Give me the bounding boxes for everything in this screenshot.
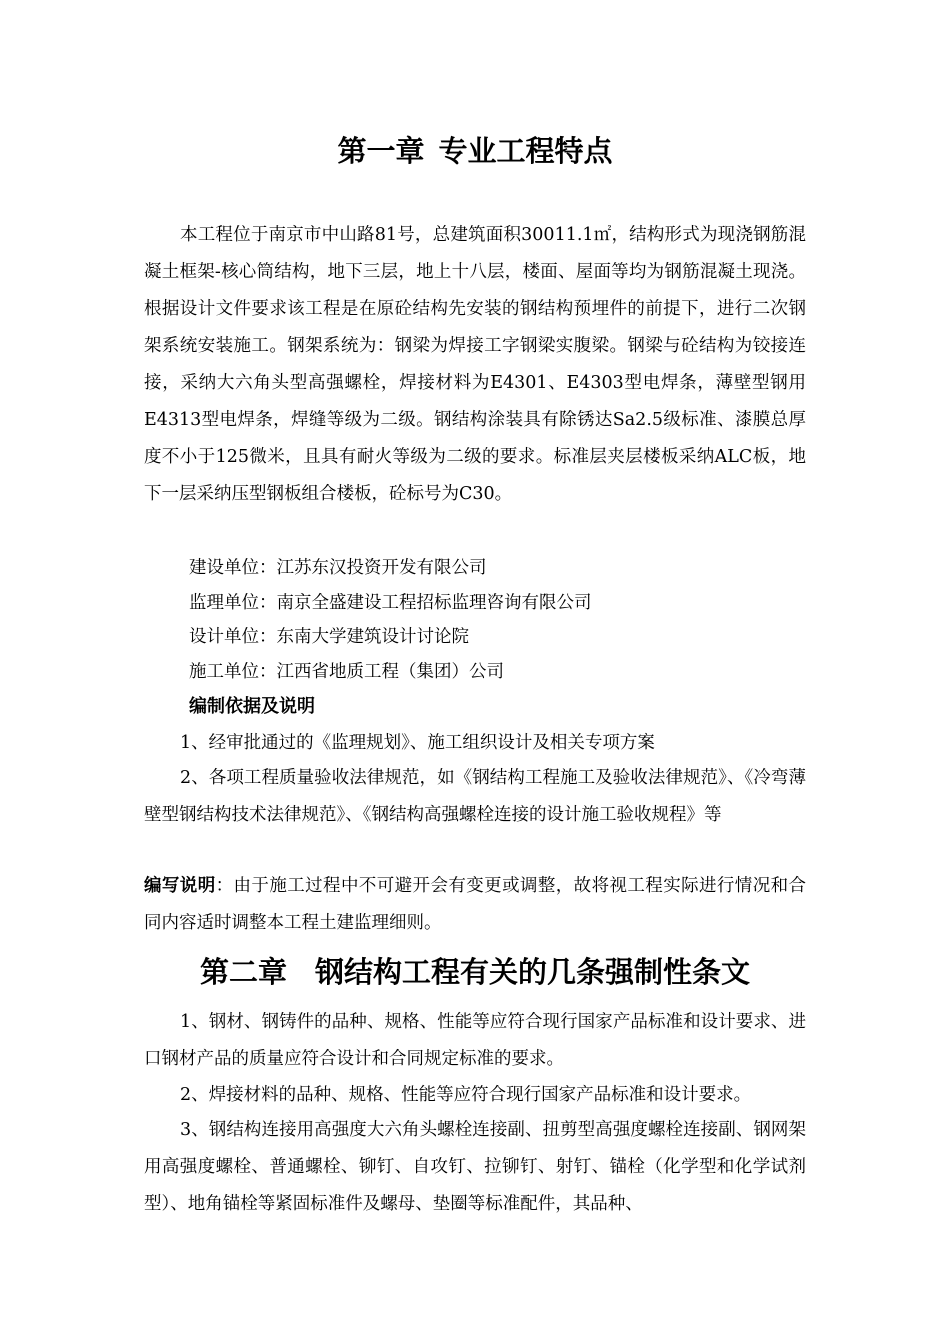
note-text: ：由于施工过程中不可避开会有变更或调整，故将视工程实际进行情况和合同内容适时调整本工程土建监理细则。 (144, 876, 807, 933)
chapter-2-heading (0, 951, 950, 993)
basis-item: 1、经审批通过的《监理规划》、施工组织设计及相关专项方案 (180, 733, 655, 753)
chapter-1-heading (0, 131, 950, 171)
chapter-2-title: 钢结构工程有关的几条强制性条文 (315, 955, 751, 989)
design-unit: 设计单位：东南大学建筑设计讨论院 (189, 627, 469, 647)
note-label: 编写说明 (144, 876, 216, 896)
construction-unit: 建设单位：江苏东汉投资开发有限公司 (189, 558, 487, 578)
project-overview-paragraph: 本工程位于南京市中山路81号，总建筑面积30011.1㎡，结构形式为现浇钢筋混凝土框架-核心筒结构，地下三层，地上十八层，楼面、屋面等均为钢筋混凝土现浇。根据设计文件要求该工程是在原砼结构先安装的钢结构预埋件的前提下，进行二次钢架系统安装施工。钢架系统为：钢梁为焊接工字钢梁实腹梁。钢梁与砼结构为铰接连接，采纳大六角头型高强螺栓，焊接材料为E4301、E4303型电焊条，薄壁型钢用E4313型电焊条，焊缝等级为二级。钢结构涂装具有除锈达Sa2.5级标准、漆膜总厚度不小于125微米，且具有耐火等级为二级的要求。标准层夹层楼板采纳ALC板，地下一层采纳压型钢板组合楼板，砼标号为C30。 (144, 225, 806, 504)
mandatory-article: 3、钢结构连接用高强度大六角头螺栓连接副、扭剪型高强度螺栓连接副、钢网架用高强度螺栓、普通螺栓、铆钉、自攻钉、拉铆钉、射钉、锚栓（化学型和化学试剂型）、地角锚栓等紧固标准件及螺母、垫圈等标准配件，其品种、 (144, 1120, 806, 1214)
chapter-1-label: 第一章 (337, 134, 425, 168)
mandatory-article: 1、钢材、钢铸件的品种、规格、性能等应符合现行国家产品标准和设计要求、进口钢材产品的质量应符合设计和合同规定标准的要求。 (144, 1012, 806, 1069)
basis-heading: 编制依据及说明 (189, 696, 315, 717)
compilation-note (144, 868, 806, 942)
chapter-2-label: 第二章 (199, 955, 287, 989)
mandatory-article: 2、焊接材料的品种、规格、性能等应符合现行国家产品标准和设计要求。 (180, 1085, 752, 1105)
basis-item: 2、各项工程质量验收法律规范，如《钢结构工程施工及验收法律规范》、《冷弯薄壁型钢结构技术法律规范》、《钢结构高强螺栓连接的设计施工验收规程》等 (144, 768, 806, 825)
supervision-unit: 监理单位：南京全盛建设工程招标监理咨询有限公司 (189, 593, 592, 613)
chapter-1-title: 专业工程特点 (438, 134, 613, 168)
contractor-unit: 施工单位：江西省地质工程（集团）公司 (189, 662, 504, 682)
